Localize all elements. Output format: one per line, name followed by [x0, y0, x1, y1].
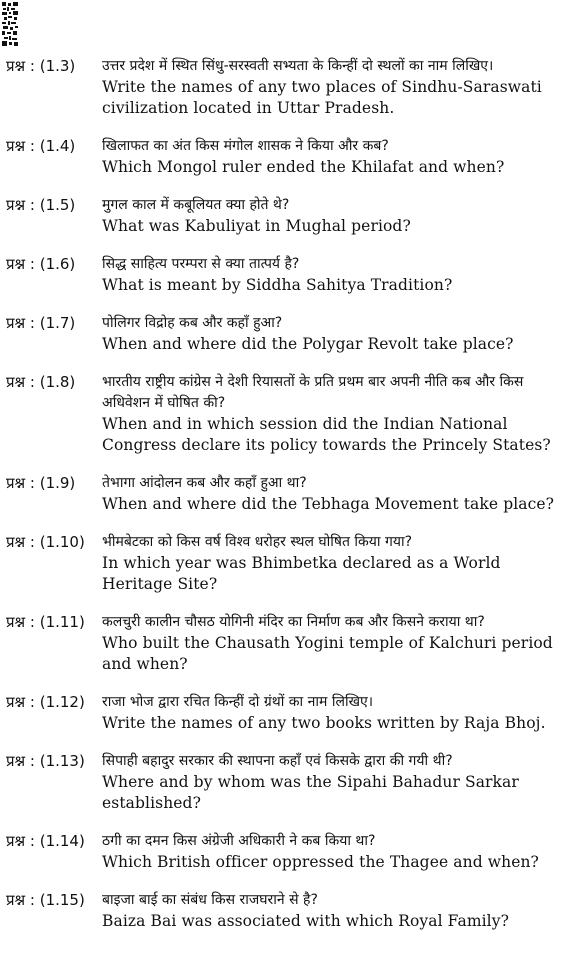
question-1-8 — [6, 372, 564, 456]
question-english-text: When and in which session did the Indian National Congress declare its policy towards the Princely States? — [102, 415, 551, 454]
qr-code-icon — [2, 2, 18, 46]
question-label: प्रश्न : (1.12) — [6, 693, 85, 711]
question-1-15 — [6, 890, 564, 932]
question-hindi-text: बाइजा बाई का संबंध किस राजघराने से है? — [102, 892, 318, 908]
question-label: प्रश्न : (1.5) — [6, 196, 76, 214]
question-1-3 — [6, 56, 564, 119]
question-english-text: Which Mongol ruler ended the Khilafat and when? — [102, 158, 505, 176]
question-label: प्रश्न : (1.9) — [6, 474, 76, 492]
question-hindi-text: मुगल काल में कबूलियत क्या होते थे? — [102, 197, 290, 213]
question-hindi-text: सिपाही बहादुर सरकार की स्थापना कहाँ एवं किसके द्वारा की गयी थी? — [102, 753, 453, 769]
question-body — [102, 473, 564, 515]
question-1-14 — [6, 831, 564, 873]
question-body — [102, 692, 564, 734]
question-hindi-text: ठगी का दमन किस अंग्रेजी अधिकारी ने कब किया था? — [102, 833, 376, 849]
question-label: प्रश्न : (1.4) — [6, 137, 76, 155]
question-label: प्रश्न : (1.13) — [6, 752, 85, 770]
question-english-text: Write the names of any two places of Sindhu-Saraswati civilization located in Uttar Pradesh. — [102, 78, 542, 117]
question-english-text: When and where did the Tebhaga Movement take place? — [102, 495, 555, 513]
question-english-text: Which British officer oppressed the Thagee and when? — [102, 853, 539, 871]
question-hindi-text: उत्तर प्रदेश में स्थित सिंधु-सरस्वती सभ्यता के किन्हीं दो स्थलों का नाम लिखिए। — [102, 58, 494, 74]
question-label: प्रश्न : (1.11) — [6, 613, 85, 631]
question-hindi-text: खिलाफत का अंत किस मंगोल शासक ने किया और कब? — [102, 138, 389, 154]
question-label: प्रश्न : (1.8) — [6, 373, 76, 391]
question-hindi-text: सिद्ध साहित्य परम्परा से क्या तात्पर्य है? — [102, 256, 300, 272]
question-1-4 — [6, 136, 564, 178]
question-hindi-text: पोलिगर विद्रोह कब और कहाँ हुआ? — [102, 315, 283, 331]
question-body — [102, 612, 564, 675]
question-label: प्रश्न : (1.6) — [6, 255, 76, 273]
question-label: प्रश्न : (1.10) — [6, 533, 85, 551]
question-english-text: What was Kabuliyat in Mughal period? — [102, 217, 411, 235]
question-1-10 — [6, 532, 564, 595]
question-1-11 — [6, 612, 564, 675]
question-list — [6, 56, 564, 949]
question-english-text: Write the names of any two books written by Raja Bhoj. — [102, 714, 546, 732]
question-body — [102, 56, 564, 119]
question-1-6 — [6, 254, 564, 296]
question-english-text: When and where did the Polygar Revolt take place? — [102, 335, 514, 353]
question-body — [102, 532, 564, 595]
question-label: प्रश्न : (1.3) — [6, 57, 76, 75]
question-hindi-text: भीमबेटका को किस वर्ष विश्व धरोहर स्थल घोषित किया गया? — [102, 534, 413, 550]
question-body — [102, 751, 564, 814]
question-1-9 — [6, 473, 564, 515]
question-hindi-text: तेभागा आंदोलन कब और कहाँ हुआ था? — [102, 475, 307, 491]
question-label: प्रश्न : (1.15) — [6, 891, 85, 909]
question-english-text: Where and by whom was the Sipahi Bahadur Sarkar established? — [102, 773, 519, 812]
question-hindi-text: कलचुरी कालीन चौसठ योगिनी मंदिर का निर्माण कब और किसने कराया था? — [102, 614, 485, 630]
question-1-5 — [6, 195, 564, 237]
question-body — [102, 890, 564, 932]
question-hindi-text: भारतीय राष्ट्रीय कांग्रेस ने देशी रियासतों के प्रति प्रथम बार अपनी नीति कब और किस अधिवेशन में घोषित की? — [102, 374, 524, 411]
question-english-text: Baiza Bai was associated with which Royal Family? — [102, 912, 510, 930]
question-body — [102, 372, 564, 456]
question-body — [102, 254, 564, 296]
question-1-13 — [6, 751, 564, 814]
question-hindi-text: राजा भोज द्वारा रचित किन्हीं दो ग्रंथों का नाम लिखिए। — [102, 694, 374, 710]
question-label: प्रश्न : (1.14) — [6, 832, 85, 850]
question-1-12 — [6, 692, 564, 734]
question-english-text: What is meant by Siddha Sahitya Tradition? — [102, 276, 453, 294]
question-1-7 — [6, 313, 564, 355]
question-body — [102, 831, 564, 873]
question-body — [102, 136, 564, 178]
question-english-text: Who built the Chausath Yogini temple of Kalchuri period and when? — [102, 634, 553, 673]
question-english-text: In which year was Bhimbetka declared as a World Heritage Site? — [102, 554, 501, 593]
question-label: प्रश्न : (1.7) — [6, 314, 76, 332]
question-body — [102, 313, 564, 355]
question-body — [102, 195, 564, 237]
